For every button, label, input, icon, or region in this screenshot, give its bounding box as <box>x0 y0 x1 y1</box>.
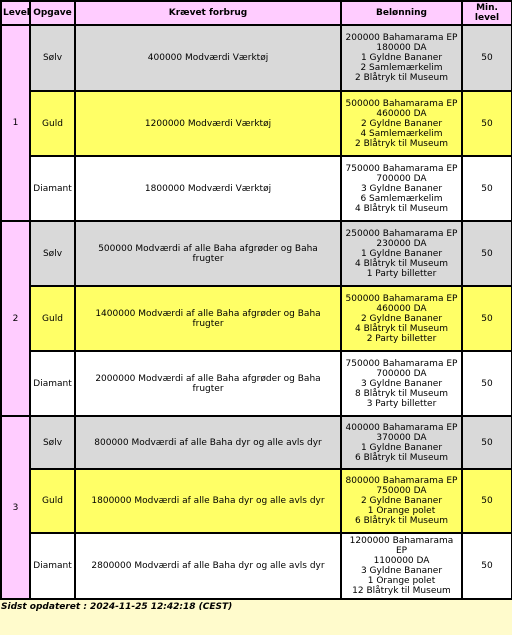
reward-line: 200000 Bahamarama EP <box>345 33 458 43</box>
quest-row <box>1 286 512 351</box>
reward-line: 500000 Bahamarama EP <box>345 98 458 109</box>
requirement-text: 2800000 Modværdi af alle Baha dyr og alle avls dyr <box>91 561 325 571</box>
requirement-text: 1800000 Modværdi af alle Baha dyr og alle avls dyr <box>91 496 325 506</box>
reward-cell <box>341 221 462 286</box>
requirement-text: 1400000 Modværdi af alle Baha afgrøder og Baha frugter <box>95 308 321 329</box>
reward-line: 2 Party billetter <box>366 333 437 344</box>
reward-line: 1 Orange polet <box>367 576 436 586</box>
reward-line: 12 Blåtryk til Museum <box>352 586 451 596</box>
reward-line: 180000 DA <box>376 43 427 53</box>
reward-line: 6 Blåtryk til Museum <box>355 516 448 526</box>
level-cell: 1 <box>1 25 30 221</box>
requirement-text: 400000 Modværdi Værktøj <box>147 53 269 63</box>
header-task: Opgave <box>30 1 75 25</box>
quest-row <box>1 221 512 286</box>
requirement-cell <box>75 156 341 221</box>
requirement-cell <box>75 286 341 351</box>
requirement-cell <box>75 416 341 469</box>
last-updated: Sidst opdateret : 2024-11-25 12:42:18 (CEST) <box>1 602 233 612</box>
reward-line: 700000 DA <box>376 368 427 379</box>
header-min-level: Min. level <box>462 1 512 25</box>
requirement-cell <box>75 469 341 533</box>
task-cell: Diamant <box>30 156 75 221</box>
task-cell: Diamant <box>30 533 75 599</box>
quest-row <box>1 91 512 156</box>
requirement-text: 2000000 Modværdi af alle Baha afgrøder og Baha frugter <box>95 373 321 394</box>
reward-line: 370000 DA <box>376 432 427 443</box>
reward-line: 2 Samlemærkelim <box>360 63 443 73</box>
task-cell: Sølv <box>30 25 75 91</box>
reward-line: 460000 DA <box>376 108 427 119</box>
reward-cell <box>341 156 462 221</box>
reward-line: 1 Gyldne Bananer <box>360 248 443 259</box>
header-reward: Belønning <box>341 1 462 25</box>
min-level-cell: 50 <box>462 25 512 91</box>
reward-line: 700000 DA <box>376 173 427 184</box>
reward-line: 3 Gyldne Bananer <box>360 566 443 576</box>
reward-line: 1 Gyldne Bananer <box>360 53 443 63</box>
reward-line: 2 Gyldne Bananer <box>360 118 443 129</box>
reward-line: 6 Blåtryk til Museum <box>355 452 448 463</box>
reward-cell <box>341 286 462 351</box>
reward-line: 3 Gyldne Bananer <box>360 378 443 389</box>
requirement-text: 500000 Modværdi af alle Baha afgrøder og Baha frugter <box>98 243 318 264</box>
requirement-cell <box>75 91 341 156</box>
reward-line: 4 Blåtryk til Museum <box>355 258 448 269</box>
reward-line: 3 Gyldne Bananer <box>360 183 443 194</box>
reward-cell <box>341 351 462 416</box>
quest-row <box>1 156 512 221</box>
reward-line: 1 Party billetter <box>366 268 437 279</box>
requirement-text: 1200000 Modværdi Værktøj <box>144 118 272 129</box>
reward-cell <box>341 25 462 91</box>
reward-line: 750000 Bahamarama EP <box>345 358 458 369</box>
reward-line: 500000 Bahamarama EP <box>345 293 458 304</box>
requirement-text: 800000 Modværdi af alle Baha dyr og alle avls dyr <box>94 437 322 448</box>
reward-line: 2 Blåtryk til Museum <box>355 73 448 83</box>
reward-cell <box>341 416 462 469</box>
reward-line: 250000 Bahamarama EP <box>345 228 458 239</box>
reward-line: 4 Blåtryk til Museum <box>355 323 448 334</box>
reward-line: 2 Gyldne Bananer <box>360 496 443 506</box>
requirement-cell <box>75 221 341 286</box>
reward-line: 750000 DA <box>376 486 427 496</box>
quest-row <box>1 469 512 533</box>
task-cell: Guld <box>30 469 75 533</box>
min-level-cell: 50 <box>462 351 512 416</box>
reward-line: 460000 DA <box>376 303 427 314</box>
header-requirement: Krævet forbrug <box>75 1 341 25</box>
quest-row <box>1 25 512 91</box>
requirement-cell <box>75 351 341 416</box>
reward-line: 4 Samlemærkelim <box>360 128 443 139</box>
level-cell: 2 <box>1 221 30 416</box>
reward-line: 2 Blåtryk til Museum <box>355 138 448 149</box>
reward-cell <box>341 469 462 533</box>
reward-line: 1 Gyldne Bananer <box>360 442 443 453</box>
requirement-text: 1800000 Modværdi Værktøj <box>144 183 272 194</box>
reward-line: 1 Orange polet <box>367 506 436 516</box>
level-cell: 3 <box>1 416 30 599</box>
min-level-cell: 50 <box>462 221 512 286</box>
min-level-cell: 50 <box>462 91 512 156</box>
reward-cell <box>341 91 462 156</box>
requirement-cell <box>75 533 341 599</box>
quest-row <box>1 416 512 469</box>
min-level-cell: 50 <box>462 156 512 221</box>
min-level-cell: 50 <box>462 469 512 533</box>
header-level: Level <box>1 1 30 25</box>
reward-line: 230000 DA <box>376 238 427 249</box>
reward-line: 8 Blåtryk til Museum <box>355 388 448 399</box>
task-cell: Guld <box>30 91 75 156</box>
task-cell: Guld <box>30 286 75 351</box>
requirement-cell <box>75 25 341 91</box>
reward-line: 3 Party billetter <box>366 398 437 409</box>
task-cell: Sølv <box>30 221 75 286</box>
reward-line: 400000 Bahamarama EP <box>345 422 458 433</box>
min-level-cell: 50 <box>462 286 512 351</box>
min-level-cell: 50 <box>462 416 512 469</box>
task-cell: Sølv <box>30 416 75 469</box>
reward-cell <box>341 533 462 599</box>
task-cell: Diamant <box>30 351 75 416</box>
reward-line: 750000 Bahamarama EP <box>345 163 458 174</box>
quest-row <box>1 533 512 599</box>
reward-line: 6 Samlemærkelim <box>360 193 443 204</box>
reward-line: 4 Blåtryk til Museum <box>355 203 448 214</box>
reward-line: 800000 Bahamarama EP <box>345 476 458 486</box>
reward-line: 1200000 Bahamarama EP <box>349 536 454 556</box>
min-level-cell: 50 <box>462 533 512 599</box>
quest-row <box>1 351 512 416</box>
reward-line: 2 Gyldne Bananer <box>360 313 443 324</box>
reward-line: 1100000 DA <box>373 556 430 566</box>
header-row <box>1 1 512 25</box>
